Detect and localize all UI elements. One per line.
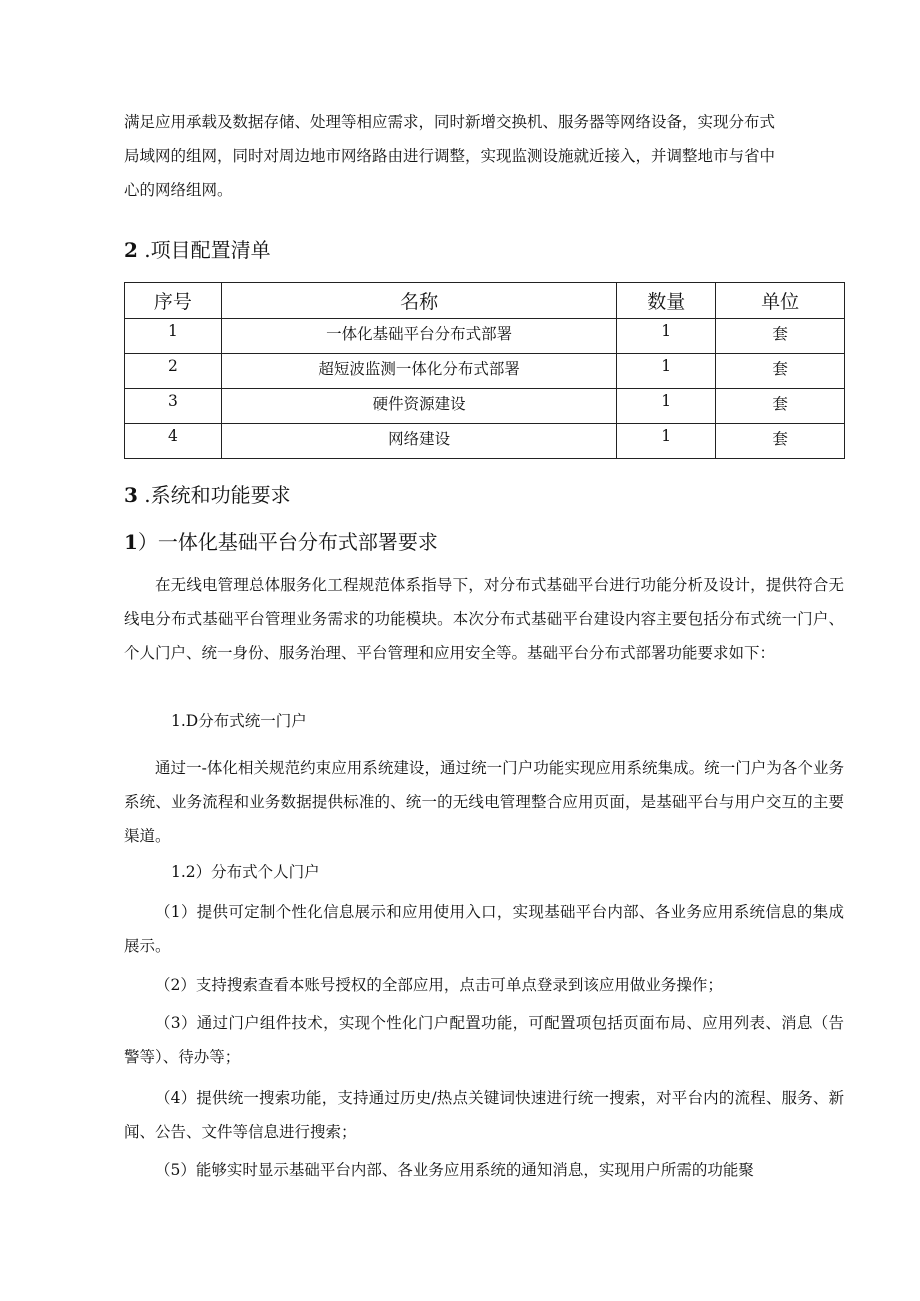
cell-unit: 套 — [716, 354, 845, 389]
cell-qty: 1 — [617, 389, 716, 424]
cell-unit: 套 — [716, 424, 845, 459]
cell-unit: 套 — [716, 389, 845, 424]
cell-index: 2 — [125, 354, 222, 389]
table-row — [125, 319, 845, 354]
cell-name: 硬件资源建设 — [221, 389, 616, 424]
cell-qty: 1 — [617, 424, 716, 459]
item-1-1-heading: 1.D分布式统一门户 — [171, 712, 307, 730]
subsection-1-title: ）一体化基础平台分布式部署要求 — [137, 530, 438, 554]
header-name: 名称 — [221, 283, 616, 319]
cell-name: 超短波监测一体化分布式部署 — [221, 354, 616, 389]
section-2-title: .项目配置清单 — [144, 238, 271, 262]
subsection-1-heading — [124, 528, 438, 556]
point-2: （2）支持搜索查看本账号授权的全部应用，点击可单点登录到该应用做业务操作； — [155, 976, 723, 994]
subsection-1-number: 1 — [124, 530, 138, 554]
point-1: （1）提供可定制个性化信息展示和应用使用入口，实现基础平台内部、各业务应用系统信息的集成展示。 — [124, 903, 844, 955]
intro-line: 满足应用承载及数据存储、处理等相应需求，同时新增交换机、服务器等网络设备，实现分布式 — [124, 113, 776, 131]
cell-name: 一体化基础平台分布式部署 — [221, 319, 616, 354]
header-index: 序号 — [125, 283, 222, 319]
overview-paragraph: 在无线电管理总体服务化工程规范体系指导下，对分布式基础平台进行功能分析及设计，提供符合无线电分布式基础平台管理业务需求的功能模块。本次分布式基础平台建设内容主要包括分布式统一门户、个人门户、统一身份、服务治理、平台管理和应用安全等。基础平台分布式部署功能要求如下： — [124, 576, 844, 662]
table-row — [125, 354, 845, 389]
cell-index: 3 — [125, 389, 222, 424]
intro-paragraph — [124, 105, 844, 207]
portal-paragraph: 通过一-体化相关规范约束应用系统建设，通过统一门户功能实现应用系统集成。统一门户为各个业务系统、业务流程和业务数据提供标准的、统一的无线电管理整合应用页面，是基础平台与用户交互的主要渠道。 — [124, 759, 844, 845]
intro-line: 心的网络组网。 — [124, 181, 233, 199]
header-qty: 数量 — [617, 283, 716, 319]
point-4: （4）提供统一搜索功能，支持通过历史/热点关键词快速进行统一搜索，对平台内的流程、服务、新闻、公告、文件等信息进行搜索； — [124, 1089, 844, 1141]
table-row — [125, 389, 845, 424]
section-2-number: 2 — [124, 238, 138, 262]
section-3-number: 3 — [124, 483, 138, 507]
config-table — [124, 282, 845, 459]
section-3-heading — [124, 481, 291, 509]
table-row — [125, 424, 845, 459]
item-1-2-heading: 1.2）分布式个人门户 — [171, 863, 320, 881]
section-2-heading — [124, 236, 271, 264]
point-3: （3）通过门户组件技术，实现个性化门户配置功能，可配置项包括页面布局、应用列表、消息（告警等）、待办等； — [124, 1014, 844, 1066]
cell-qty: 1 — [617, 319, 716, 354]
point-5: （5）能够实时显示基础平台内部、各业务应用系统的通知消息，实现用户所需的功能聚 — [155, 1161, 754, 1179]
cell-qty: 1 — [617, 354, 716, 389]
table-header-row — [125, 283, 845, 319]
section-3-title: .系统和功能要求 — [144, 483, 291, 507]
cell-index: 1 — [125, 319, 222, 354]
cell-name: 网络建设 — [221, 424, 616, 459]
header-unit: 单位 — [716, 283, 845, 319]
cell-unit: 套 — [716, 319, 845, 354]
cell-index: 4 — [125, 424, 222, 459]
intro-line: 局域网的组网，同时对周边地市网络路由进行调整，实现监测设施就近接入，并调整地市与省中 — [124, 147, 776, 165]
